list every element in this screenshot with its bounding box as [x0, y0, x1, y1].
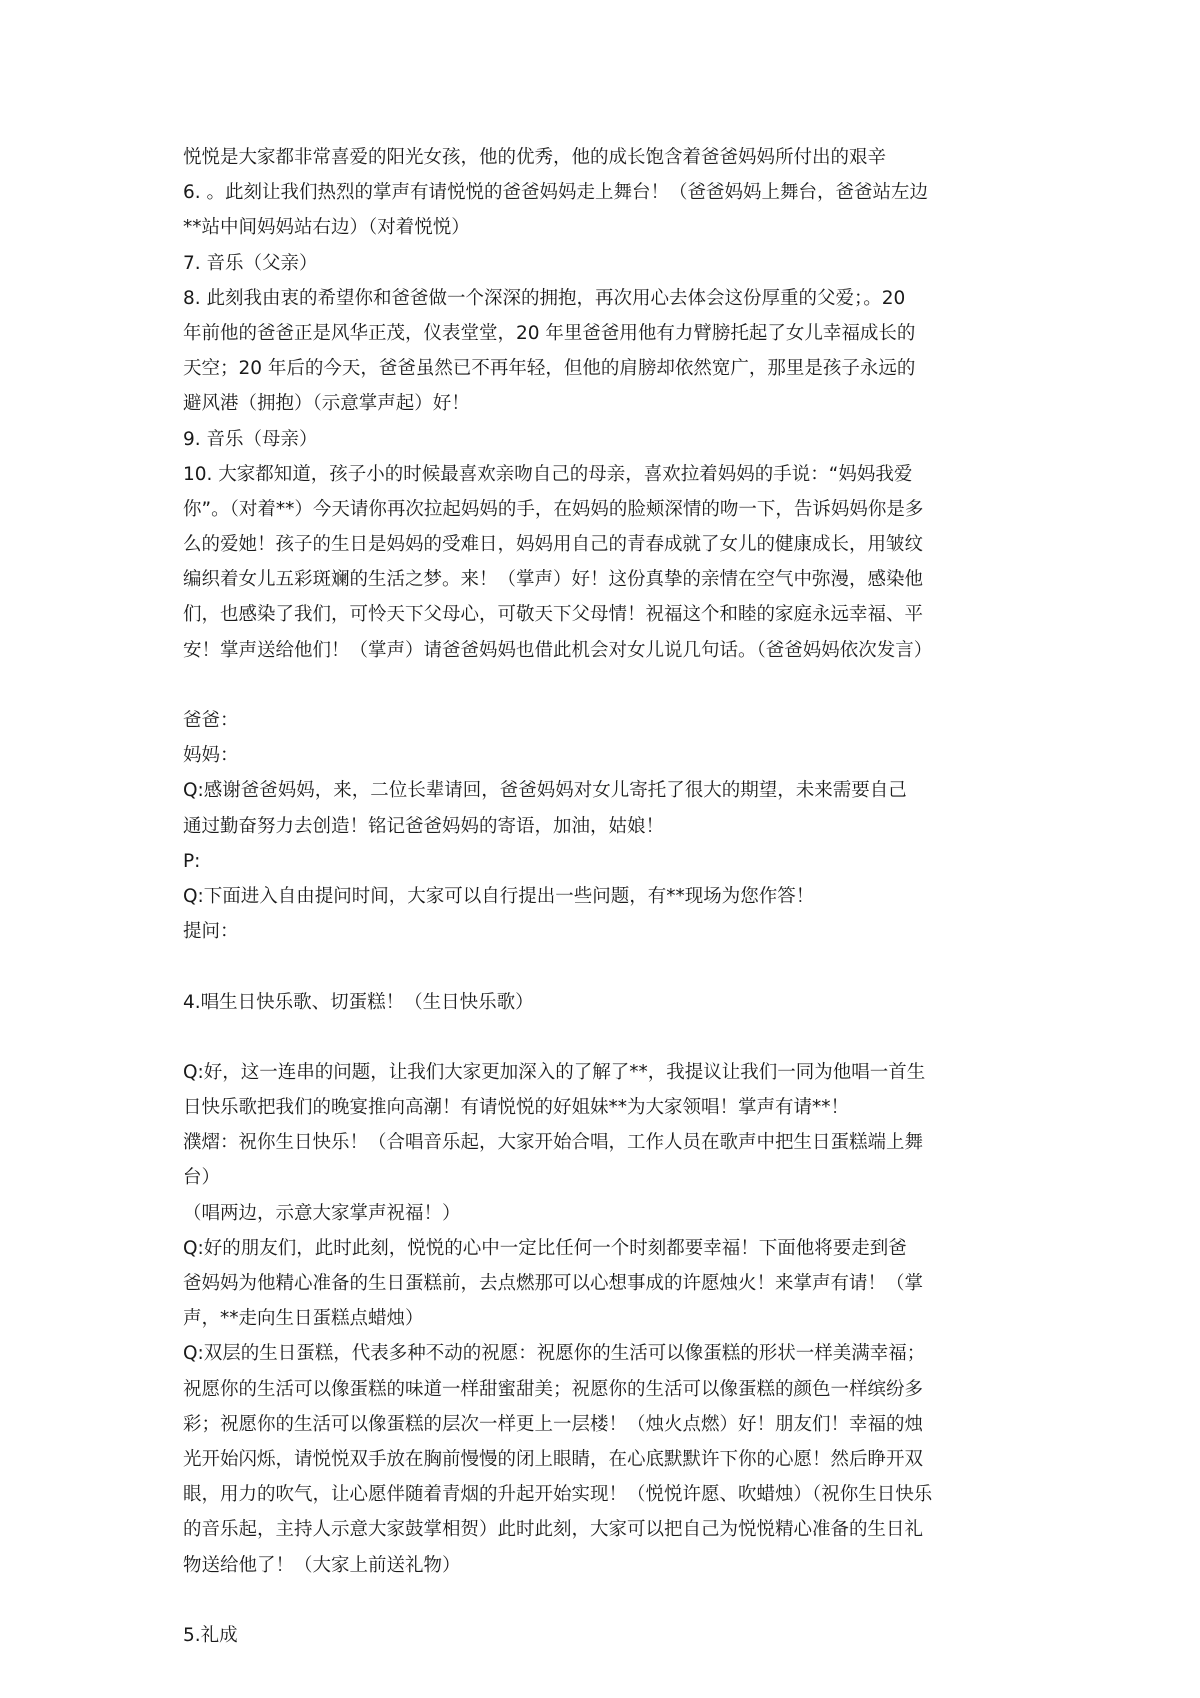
text-line: 8. 此刻我由衷的希望你和爸爸做一个深深的拥抱，再次用心去体会这份厚重的父爱；。20	[183, 287, 906, 309]
text-line: 们，也感染了我们，可怜天下父母心，可敬天下父母情！祝福这个和睦的家庭永远幸福、平	[183, 604, 924, 626]
text-line: 台）	[183, 1167, 221, 1189]
text-line: Q:好，这一连串的问题，让我们大家更加深入的了解了**，我提议让我们一同为他唱一首生	[183, 1061, 926, 1083]
text-line: Q:下面进入自由提问时间，大家可以自行提出一些问题，有**现场为您作答！	[183, 885, 815, 907]
text-line: P:	[183, 850, 201, 872]
text-line: 日快乐歌把我们的晚宴推向高潮！有请悦悦的好姐妹**为大家领唱！掌声有请**！	[183, 1097, 850, 1119]
text-line: Q:感谢爸爸妈妈，来，二位长辈请回，爸爸妈妈对女儿寄托了很大的期望，未来需要自己	[183, 780, 907, 802]
text-line: 安！掌声送给他们！（掌声）请爸爸妈妈也借此机会对女儿说几句话。（爸爸妈妈依次发言）	[183, 639, 933, 661]
text-line: 天空；20 年后的今天，爸爸虽然已不再年轻，但他的肩膀却依然宽广，那里是孩子永远的	[183, 358, 916, 380]
text-line: Q:双层的生日蛋糕，代表多种不动的祝愿：祝愿你的生活可以像蛋糕的形状一样美满幸福；	[183, 1343, 926, 1365]
text-line: 爸爸：	[183, 710, 239, 731]
blank-line	[183, 668, 1023, 703]
text-line: 9. 音乐（母亲）	[183, 428, 318, 450]
text-line: 爸妈妈为他精心准备的生日蛋糕前，去点燃那可以心想事成的许愿烛火！来掌声有请！（掌	[183, 1273, 924, 1294]
text-line: 6. 。此刻让我们热烈的掌声有请悦悦的爸爸妈妈走上舞台！（爸爸妈妈上舞台，爸爸站左边	[183, 182, 929, 204]
text-line: 么的爱她！孩子的生日是妈妈的受难日，妈妈用自己的青春成就了女儿的健康成长，用皱纹	[183, 534, 924, 556]
text-line: 祝愿你的生活可以像蛋糕的味道一样甜蜜甜美；祝愿你的生活可以像蛋糕的颜色一样缤纷多	[183, 1378, 924, 1400]
text-line: Q:好的朋友们，此时此刻，悦悦的心中一定比任何一个时刻都要幸福！下面他将要走到爸	[183, 1237, 907, 1259]
text-line: 声，**走向生日蛋糕点蜡烛）	[183, 1308, 424, 1330]
blank-line	[183, 1583, 1023, 1618]
text-line: 10. 大家都知道，孩子小的时候最喜欢亲吻自己的母亲，喜欢拉着妈妈的手说：“妈妈我爱	[183, 463, 913, 485]
text-line: 7. 音乐（父亲）	[183, 252, 318, 274]
text-line: 年前他的爸爸正是风华正茂，仪表堂堂，20 年里爸爸用他有力臂膀托起了女儿幸福成长的	[183, 322, 916, 344]
text-line: 光开始闪烁，请悦悦双手放在胸前慢慢的闭上眼睛，在心底默默许下你的心愿！然后睁开双	[183, 1448, 924, 1470]
text-line: 编织着女儿五彩斑斓的生活之梦。来！（掌声）好！这份真挚的亲情在空气中弥漫，感染他	[183, 569, 924, 591]
text-line: 避风港（拥抱）（示意掌声起）好！	[183, 393, 470, 415]
blank-line	[183, 949, 1023, 984]
section-heading: 4.唱生日快乐歌、切蛋糕！（生日快乐歌）	[183, 991, 534, 1013]
text-line: 物送给他了！（大家上前送礼物）	[183, 1554, 461, 1576]
text-line: 濮熠：祝你生日快乐！（合唱音乐起，大家开始合唱，工作人员在歌声中把生日蛋糕端上舞	[183, 1132, 924, 1154]
text-line: 的音乐起，主持人示意大家鼓掌相贺）此时此刻，大家可以把自己为悦悦精心准备的生日礼	[183, 1519, 924, 1541]
text-line: （唱两边，示意大家掌声祝福！）	[183, 1202, 461, 1224]
text-line: 眼，用力的吹气，让心愿伴随着青烟的升起开始实现！（悦悦许愿、吹蜡烛）（祝你生日快乐	[183, 1484, 933, 1506]
text-line: 妈妈：	[183, 745, 239, 767]
text-line: **站中间妈妈站右边）（对着悦悦）	[183, 217, 470, 239]
section-heading: 5.礼成	[183, 1624, 238, 1646]
text-line: 提问：	[183, 921, 239, 943]
document-page	[183, 140, 1023, 1653]
text-line: 通过勤奋努力去创造！铭记爸爸妈妈的寄语，加油，姑娘！	[183, 815, 665, 837]
text-line: 彩；祝愿你的生活可以像蛋糕的层次一样更上一层楼！（烛火点燃）好！朋友们！幸福的烛	[183, 1413, 924, 1435]
text-line: 悦悦是大家都非常喜爱的阳光女孩，他的优秀，他的成长饱含着爸爸妈妈所付出的艰辛	[183, 147, 887, 168]
text-line: 你”。（对着**）今天请你再次拉起妈妈的手，在妈妈的脸颊深情的吻一下，告诉妈妈你是多	[183, 498, 924, 520]
blank-line	[183, 1020, 1023, 1055]
